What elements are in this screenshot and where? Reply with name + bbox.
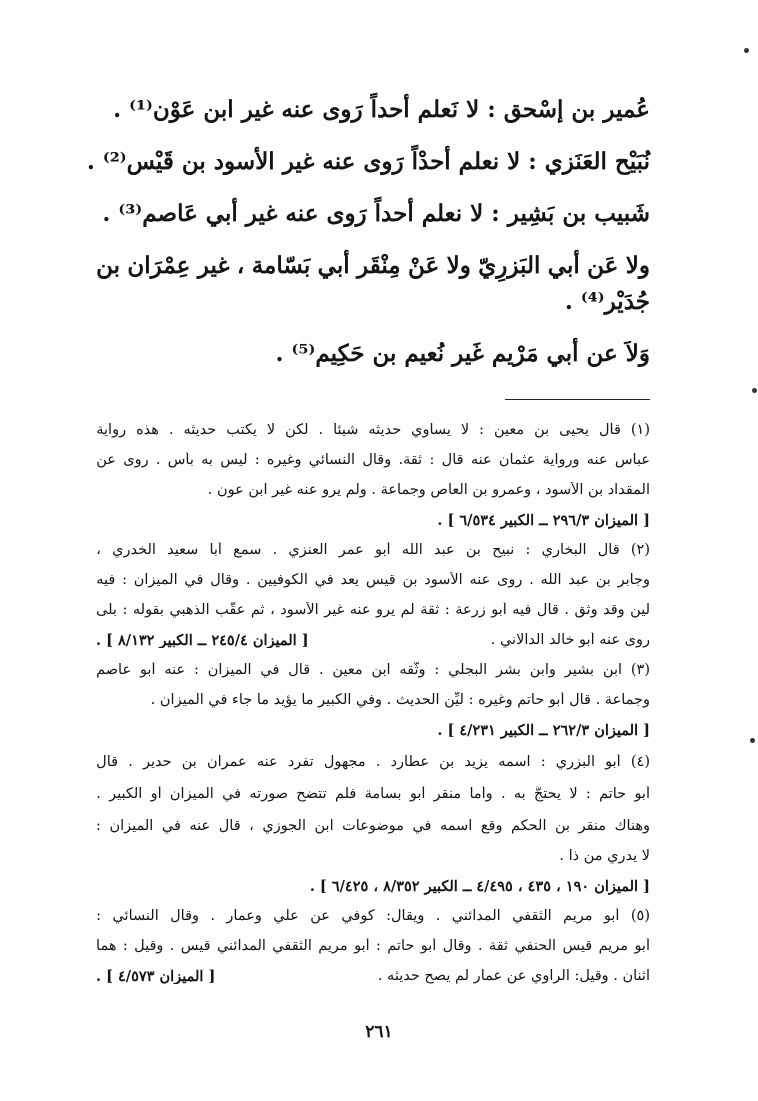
word: : xyxy=(96,818,101,834)
word: الميزان xyxy=(207,662,252,678)
footnote-2-text: روى عنه أبو خالد الدالاني . xyxy=(490,632,650,648)
word: الله xyxy=(401,542,423,558)
word: عنه xyxy=(470,452,492,468)
word: المدائني xyxy=(451,908,501,924)
word: رواية xyxy=(96,422,127,438)
word: المدائني xyxy=(216,938,266,954)
word: وثّقه xyxy=(399,662,426,678)
word: به xyxy=(201,452,213,468)
word: وقد xyxy=(603,602,625,618)
word: قيس xyxy=(562,938,593,954)
word: نبيح xyxy=(492,542,515,558)
footnote-5-text: اثنان . وقيل: الراوي عن عمار لم يصح حديثه . xyxy=(377,968,650,984)
word: وقال xyxy=(442,938,472,954)
word: وقال xyxy=(362,452,392,468)
word: حديثه xyxy=(368,422,402,438)
word: . xyxy=(318,662,324,678)
word: (٤) xyxy=(630,754,650,770)
word: أبو xyxy=(634,786,650,802)
word: بن xyxy=(595,572,611,588)
word: عنه xyxy=(164,662,186,678)
footnote-5-line-2 xyxy=(96,938,650,954)
word: أبو xyxy=(603,908,620,924)
word: ابن xyxy=(371,662,391,678)
footnote-5-reference: [ الميزان ٤/٥٧٣ ] . xyxy=(96,968,216,984)
word: . xyxy=(477,938,483,954)
word: الثقفي xyxy=(272,938,312,954)
word: تتضح xyxy=(296,786,327,802)
word: وقال xyxy=(170,908,200,924)
word: عثمان xyxy=(498,452,536,468)
word: عنه xyxy=(349,602,371,618)
word: البزري xyxy=(555,754,595,770)
word: أو xyxy=(150,786,162,802)
word: الخدري xyxy=(112,542,156,558)
word: يكتب xyxy=(226,422,257,438)
footnote-4-line-4: لا يدري من ذا . xyxy=(559,848,650,864)
word: عمر xyxy=(338,542,364,558)
word: : xyxy=(444,602,450,618)
footnote-separator xyxy=(505,399,650,400)
word: . xyxy=(529,572,534,588)
word: عنه xyxy=(189,818,211,834)
word: ابن xyxy=(314,818,334,834)
word: الحنفي xyxy=(514,938,557,954)
word: (٥) xyxy=(630,908,650,924)
word: : xyxy=(122,938,128,954)
word: أبو xyxy=(139,662,156,678)
footnote-1-reference: [ الميزان ٢٩٦/٣ ــ الكبير ٦/٥٣٤ ] . xyxy=(437,512,650,529)
word: . xyxy=(128,754,133,770)
word: علي xyxy=(273,908,299,924)
footnote-4-line-2 xyxy=(96,786,650,802)
word: فيه xyxy=(512,602,532,618)
word: : xyxy=(525,542,531,558)
word: به xyxy=(513,786,526,802)
word: فيه xyxy=(96,572,116,588)
word: روى xyxy=(123,452,149,468)
word: وجابر xyxy=(617,572,650,588)
word: بن xyxy=(181,754,197,770)
word: بشر xyxy=(495,662,521,678)
word: مريم xyxy=(563,908,593,924)
word: في xyxy=(260,662,280,678)
word: ابن xyxy=(602,662,623,678)
word: النسائي xyxy=(308,452,356,468)
word: : xyxy=(122,602,128,618)
word: ثقة xyxy=(488,938,509,954)
word: منقر xyxy=(578,818,607,834)
word: : xyxy=(122,572,127,588)
word: ، xyxy=(249,818,254,834)
word: اسمه xyxy=(439,818,473,834)
word: بن xyxy=(402,572,418,588)
word: لا xyxy=(569,786,578,802)
word: الذهبي xyxy=(169,602,210,618)
word: قال xyxy=(96,754,119,770)
word: وأما xyxy=(469,786,493,802)
word: ، xyxy=(270,602,275,618)
word: ليس xyxy=(220,452,248,468)
word: حاتم xyxy=(599,786,627,802)
footnote-4-line-3 xyxy=(96,818,650,834)
word: في xyxy=(222,786,242,802)
footnote-1-line-3: المقداد بن الأسود ، وعمرو بن العاص وجماعة . ولم يرو عنه غير ابن عون . xyxy=(207,482,650,498)
footnote-4-reference: [ الميزان ١٩٠ ، ٤٣٥ ، ٤/٤٩٥ ــ الكبير ٨/٣٥٢ ، ٦/٤٢٥ ] . xyxy=(309,878,650,895)
word: أبو xyxy=(409,786,426,802)
word: ولا xyxy=(446,252,471,279)
word: ثقة xyxy=(420,602,440,618)
word: موضوعات xyxy=(342,818,404,834)
word: . xyxy=(168,422,174,438)
scan-speck xyxy=(750,738,755,743)
word: بلى xyxy=(96,602,117,618)
word: غير xyxy=(324,602,345,618)
word: . xyxy=(564,602,569,618)
word: يحتجُّ xyxy=(533,786,562,802)
word: صورته xyxy=(249,786,289,802)
word: هذه xyxy=(136,422,159,438)
word: يحيى xyxy=(559,422,590,438)
word: عاصم xyxy=(96,662,132,678)
word: وقيل xyxy=(134,938,164,954)
word: ورواية xyxy=(542,452,580,468)
word: . xyxy=(375,754,381,770)
word: معين xyxy=(493,422,525,438)
word: (١) xyxy=(630,422,650,438)
word: : xyxy=(254,452,260,468)
word: في xyxy=(161,818,181,834)
word: مريم xyxy=(318,938,348,954)
footnote-1-line-1 xyxy=(96,422,650,438)
word: الميزان xyxy=(133,572,178,588)
word: بن xyxy=(555,818,571,834)
word: كوفي xyxy=(341,908,375,924)
footnote-2-reference: [ الميزان ٢٤٥/٤ ــ الكبير ٨/١٣٢ ] . xyxy=(96,632,309,648)
word: قال xyxy=(441,452,464,468)
word: الجوزي xyxy=(262,818,306,834)
word: عمران xyxy=(206,754,247,770)
word: ثم xyxy=(250,602,265,618)
word: : xyxy=(540,754,546,770)
footnote-2-line-2 xyxy=(96,572,650,588)
word: أبي xyxy=(317,252,350,279)
word: أبو xyxy=(420,938,437,954)
word: هما xyxy=(96,938,117,954)
word: شيئاً xyxy=(333,422,359,438)
footnote-5-line-1 xyxy=(96,908,650,924)
word: عباس xyxy=(614,452,650,468)
word: أبو xyxy=(375,542,391,558)
word: (٣) xyxy=(630,662,650,678)
word: الأسود xyxy=(280,602,319,618)
word: وعمار xyxy=(226,908,262,924)
word: الكبير xyxy=(109,786,143,802)
word: بشير xyxy=(564,662,595,678)
footnote-1-line-2 xyxy=(96,452,650,468)
word: بن xyxy=(439,754,455,770)
footnote-2-line-3 xyxy=(96,602,650,618)
scan-speck xyxy=(752,388,757,393)
word: لم xyxy=(400,602,415,618)
word: بن xyxy=(96,252,121,279)
word: يرو xyxy=(376,602,396,618)
word: بن xyxy=(465,542,481,558)
word: الميزان xyxy=(169,786,214,802)
word: . xyxy=(500,786,506,802)
word: : xyxy=(429,452,435,468)
word: . xyxy=(245,572,251,588)
word: وغيره xyxy=(266,452,302,468)
word: معين xyxy=(332,662,363,678)
word: بأس xyxy=(167,452,194,468)
main-line-3: شَبيب بن بَشِير : لا نعلم أحداً رَوى عنه غير أبي عَاصم⁽³⁾ . xyxy=(102,200,650,227)
word: لا xyxy=(460,422,470,438)
word: أبو xyxy=(634,938,650,954)
footnote-4-line-1 xyxy=(96,754,650,770)
word: الميزان xyxy=(109,818,154,834)
word: أبو xyxy=(354,938,370,954)
word: بقوله xyxy=(132,602,164,618)
word: سمع xyxy=(233,542,262,558)
word: : xyxy=(376,938,381,954)
word: زرعة xyxy=(455,602,486,618)
word: عِمْرَان xyxy=(127,252,191,279)
word: الكوفيين xyxy=(257,572,308,588)
word: الحكم xyxy=(511,818,547,834)
main-line-6: وَلاَ عن أبي مَرْيم غَير نُعيم بن حَكِيم⁽⁵⁾ . xyxy=(275,340,650,367)
word: ثقة. xyxy=(398,452,423,468)
word: لا xyxy=(266,422,276,438)
word: النسائي xyxy=(112,908,159,924)
word: عقَّب xyxy=(215,602,246,618)
word: البَزرِيّ xyxy=(478,252,541,279)
word: وهناك xyxy=(614,818,650,834)
footnote-2-line-4 xyxy=(96,632,650,648)
word: العنزي xyxy=(288,542,328,558)
word: عن xyxy=(310,908,330,924)
page-number: ٢٦١ xyxy=(365,1022,393,1042)
word: (٢) xyxy=(630,542,650,558)
word: حاتم xyxy=(387,938,415,954)
word: وقع xyxy=(480,818,503,834)
footnote-2-line-1 xyxy=(96,542,650,558)
word: مجهول xyxy=(323,754,366,770)
word: مِنْقَر xyxy=(357,252,401,279)
word: وابن xyxy=(529,662,556,678)
word: الثقفي xyxy=(512,908,552,924)
word: الله xyxy=(540,572,562,588)
word: فلم xyxy=(334,786,357,802)
word: مريم xyxy=(598,938,629,954)
word: . xyxy=(318,422,324,438)
word: تفرد xyxy=(287,754,314,770)
word: أبا xyxy=(209,542,222,558)
word: في xyxy=(412,818,432,834)
scan-speck xyxy=(744,48,749,53)
word: أبو xyxy=(605,754,621,770)
word: أبو xyxy=(491,602,507,618)
word: البخاري xyxy=(541,542,587,558)
footnote-3-reference: [ الميزان ٢٦٢/٣ ــ الكبير ٤/٢٣١ ] . xyxy=(437,722,650,739)
word: . xyxy=(96,786,101,802)
word: منقر xyxy=(433,786,462,802)
word: روى xyxy=(497,572,523,588)
word: البجلي xyxy=(448,662,488,678)
word: عبد xyxy=(568,572,589,588)
word: قال xyxy=(218,818,241,834)
word: قيس xyxy=(180,938,211,954)
word: عنه xyxy=(469,572,491,588)
word: قال xyxy=(599,422,621,438)
word: غير xyxy=(197,252,230,279)
word: الأسود xyxy=(424,572,463,588)
word: حدير xyxy=(142,754,172,770)
word: عَنْ xyxy=(408,252,440,279)
word: اسمه xyxy=(498,754,531,770)
word: . xyxy=(210,908,216,924)
word: عنه xyxy=(586,452,608,468)
word: بَسّامة xyxy=(251,252,311,279)
word: وثق xyxy=(574,602,598,618)
word: يساوي xyxy=(411,422,451,438)
word: بن xyxy=(534,422,550,438)
main-line-4 xyxy=(96,252,650,279)
word: لين xyxy=(630,602,650,618)
word: يعد xyxy=(340,572,360,588)
word: . xyxy=(169,938,175,954)
word: : xyxy=(434,662,440,678)
word: : xyxy=(96,908,102,924)
word: عنه xyxy=(256,754,278,770)
footnote-5-line-3 xyxy=(96,968,650,984)
word: قال xyxy=(288,662,311,678)
word: أبي xyxy=(547,252,580,279)
main-line-1: عُمير بن إسْحق : لا نَعلم أحداً رَوى عنه غير ابن عَوْن⁽¹⁾ . xyxy=(113,96,650,123)
word: عطارد xyxy=(390,754,430,770)
word: : xyxy=(585,786,591,802)
main-line-5: جُدَيْر⁽⁴⁾ . xyxy=(564,288,650,315)
word: ، xyxy=(236,252,245,279)
word: قال xyxy=(597,542,620,558)
word: قيس xyxy=(365,572,396,588)
word: عَن xyxy=(587,252,619,279)
word: . xyxy=(435,908,441,924)
word: في xyxy=(184,572,204,588)
word: حديثه xyxy=(183,422,217,438)
main-line-2: نُبَيْح العَنَزي : لا نعلم أحدْاً رَوى عنه غير الأسود بن قَيْس⁽²⁾ . xyxy=(86,148,650,175)
word: سعيد xyxy=(167,542,199,558)
word: عن xyxy=(96,452,116,468)
word: يزيد xyxy=(464,754,489,770)
word: بسامة xyxy=(364,786,402,802)
word: . xyxy=(272,542,278,558)
word: ولا xyxy=(625,252,650,279)
word: عبد xyxy=(434,542,455,558)
word: ، xyxy=(96,542,101,558)
word: . xyxy=(155,452,161,468)
word: في xyxy=(314,572,334,588)
word: قال xyxy=(536,602,559,618)
footnote-3-line-1 xyxy=(96,662,650,678)
word: ويقال: xyxy=(386,908,425,924)
footnote-3-line-2: وجماعة . قال أبو حاتم وغيره : ليِّن الحديث . وفي الكبير ما يؤيد ما جاء في الميزان . xyxy=(150,692,650,708)
word: وقال xyxy=(210,572,240,588)
word: لكن xyxy=(285,422,309,438)
word: : xyxy=(479,422,484,438)
word: : xyxy=(193,662,199,678)
